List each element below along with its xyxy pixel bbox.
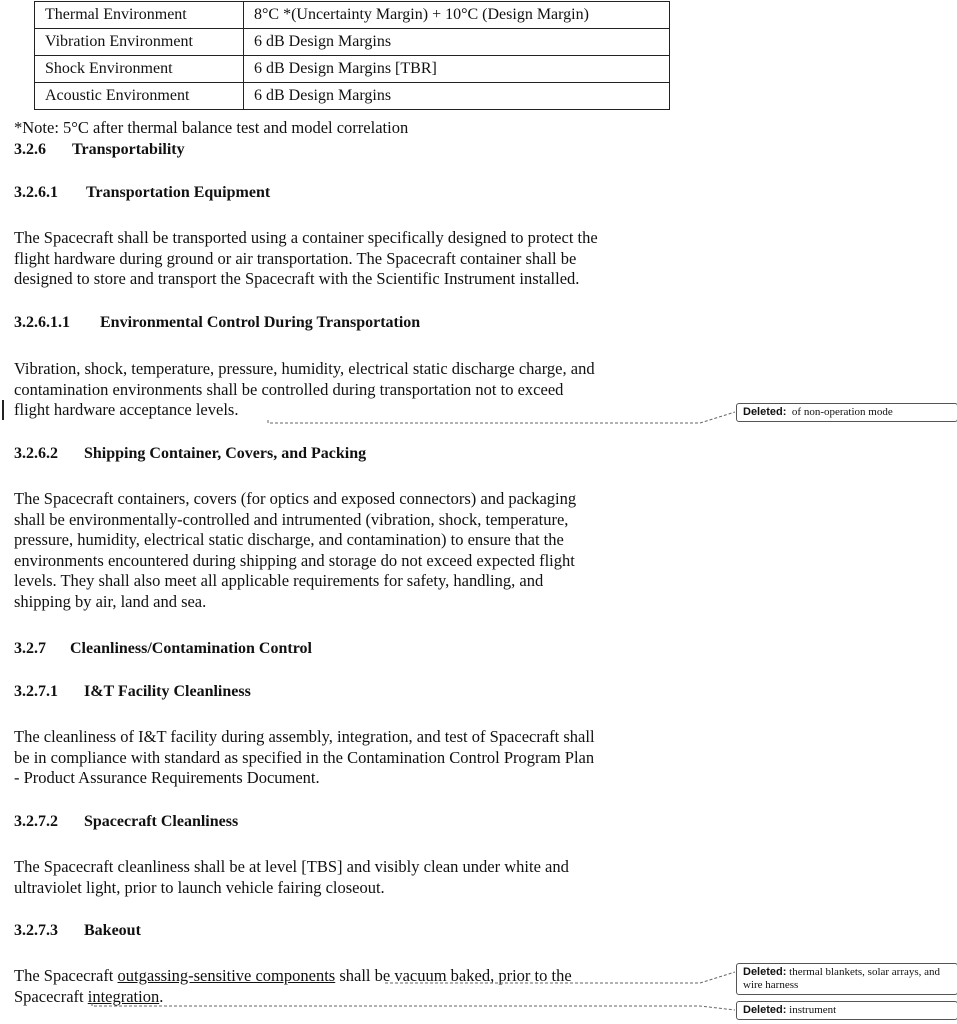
table-cell-label: Shock Environment: [35, 56, 244, 83]
text-run: Spacecraft: [14, 986, 88, 1006]
section-title: Spacecraft Cleanliness: [84, 813, 239, 830]
text-line: be in compliance with standard as specified in the Contamination Control Program Plan: [14, 747, 595, 767]
section-number: 3.2.7.3: [14, 922, 58, 939]
section-title: Environmental Control During Transportation: [100, 314, 421, 331]
text-line: Vibration, shock, temperature, pressure, humidity, electrical static discharge charge, and: [14, 359, 595, 378]
section-title: Bakeout: [84, 922, 141, 939]
text-line: contamination environments shall be controlled during transportation not to exceed: [14, 379, 564, 399]
inserted-text: integration: [87, 986, 160, 1006]
comment-text: instrument: [789, 1004, 837, 1016]
section-number: 3.2.6.2: [14, 445, 58, 462]
deleted-comment-balloon[interactable]: [736, 403, 957, 422]
table-footnote: *Note: 5°C after thermal balance test and model correlation: [14, 118, 409, 137]
text-line: designed to store and transport the Spacecraft with the Scientific Instrument installed.: [14, 269, 580, 288]
section-number: 3.2.7: [14, 640, 46, 657]
text-line: The Spacecraft containers, covers (for optics and exposed connectors) and packaging: [14, 489, 577, 508]
comment-label: Deleted:: [743, 406, 787, 418]
table-cell-label: Acoustic Environment: [35, 83, 244, 110]
section-number: 3.2.6: [14, 141, 46, 158]
text-line: The Spacecraft shall be transported using a container specifically designed to protect the: [14, 228, 598, 247]
text-run: .: [159, 986, 164, 1006]
text-run: The Spacecraft: [14, 966, 118, 985]
text-line: environments encountered during shipping and storage do not exceed expected flight: [14, 550, 575, 570]
text-line: ultraviolet light, prior to launch vehicle fairing closeout.: [14, 877, 385, 897]
section-title: Transportation Equipment: [86, 184, 271, 201]
comment-label: Deleted:: [743, 966, 787, 978]
text-line: The cleanliness of I&T facility during assembly, integration, and test of Spacecraft shall: [14, 727, 595, 746]
section-title: Cleanliness/Contamination Control: [70, 640, 312, 657]
text-line: shipping by air, land and sea.: [14, 591, 207, 611]
table-cell-value: 6 dB Design Margins: [244, 29, 670, 56]
inserted-text: outgassing-sensitive components: [117, 966, 336, 985]
deleted-comment-balloon[interactable]: [736, 1001, 957, 1020]
text-line: - Product Assurance Requirements Document.: [14, 768, 320, 787]
deleted-comment-balloon[interactable]: [736, 963, 957, 995]
text-run: shall be vacuum baked, prior to the: [335, 966, 572, 985]
comment-text: of non-operation mode: [791, 406, 893, 418]
section-number: 3.2.7.2: [14, 813, 58, 830]
text-line: levels. They shall also meet all applicable requirements for safety, handling, and: [14, 571, 544, 590]
table-cell-value: 6 dB Design Margins: [244, 83, 670, 110]
comment-text: thermal blankets, solar arrays, and wire harness: [743, 966, 941, 991]
text-line: flight hardware during ground or air transportation. The Spacecraft container shall be: [14, 248, 577, 268]
table-cell-label: Vibration Environment: [35, 29, 244, 56]
table-cell-value: 8°C *(Uncertainty Margin) + 10°C (Design Margin): [244, 2, 670, 29]
section-title: Shipping Container, Covers, and Packing: [84, 445, 367, 462]
text-line: pressure, humidity, electrical static discharge, and contamination) to ensure that the: [14, 530, 564, 549]
section-number: 3.2.7.1: [14, 683, 58, 700]
table-cell-value: 6 dB Design Margins [TBR]: [244, 56, 670, 83]
comment-label: Deleted:: [743, 1004, 787, 1016]
text-line: shall be environmentally-controlled and intrumented (vibration, shock, temperature,: [14, 509, 569, 529]
section-title: Transportability: [72, 141, 185, 158]
section-number: 3.2.6.1.1: [14, 314, 70, 331]
text-line: flight hardware acceptance levels.: [14, 400, 239, 419]
section-number: 3.2.6.1: [14, 184, 58, 201]
section-title: I&T Facility Cleanliness: [84, 683, 251, 700]
text-line: The Spacecraft cleanliness shall be at level [TBS] and visibly clean under white and: [14, 857, 569, 876]
table-cell-label: Thermal Environment: [35, 2, 244, 29]
